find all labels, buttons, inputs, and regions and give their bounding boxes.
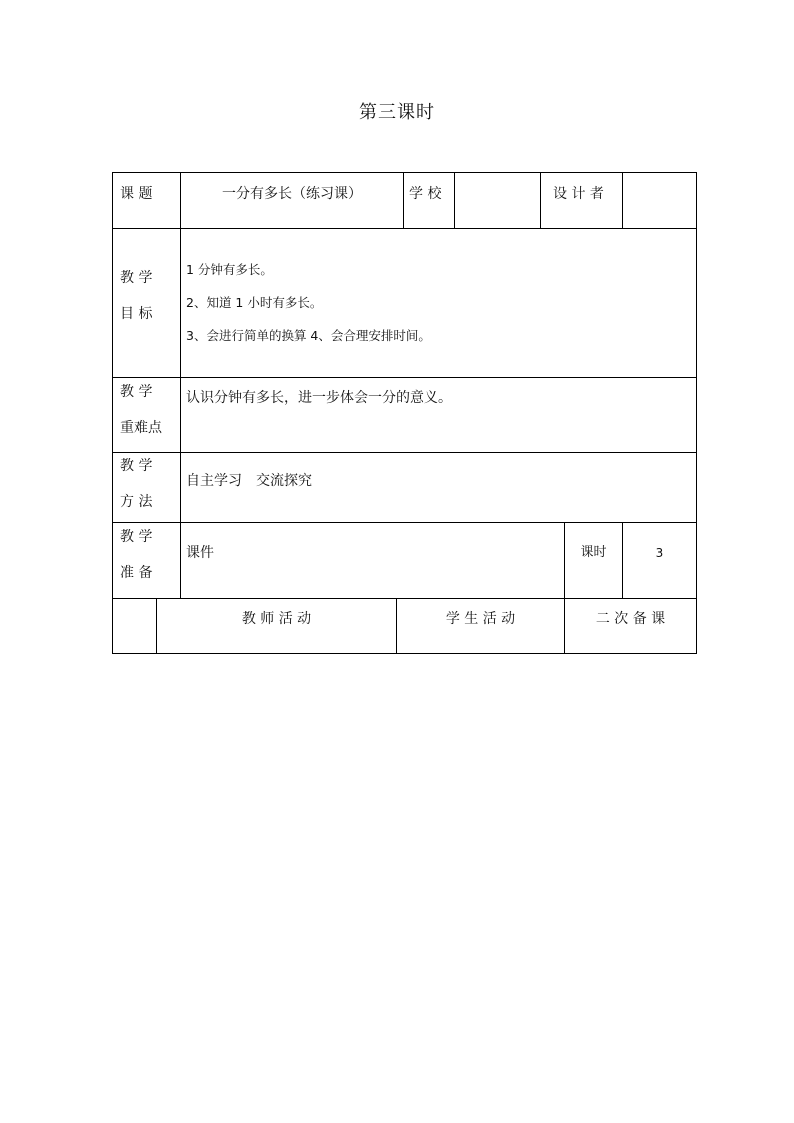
topic-value: 一分有多长（练习课） bbox=[222, 186, 362, 202]
designer-label: 设 计 者 bbox=[553, 186, 604, 202]
student-activities-header: 学 生 活 动 bbox=[445, 611, 516, 627]
period-value: 3 bbox=[655, 546, 664, 560]
second-prep-header: 二 次 备 课 bbox=[595, 611, 666, 627]
topic-label: 课 题 bbox=[120, 186, 153, 202]
teacher-activities-header: 教 师 活 动 bbox=[241, 611, 312, 627]
period-label: 课时 bbox=[580, 545, 607, 560]
lesson-plan-table bbox=[112, 172, 697, 654]
objective-item: 3、会进行简单的换算 4、会合理安排时间。 bbox=[186, 328, 431, 343]
objective-item: 2、知道 1 小时有多长。 bbox=[186, 295, 323, 310]
preparation-label: 教 学 准 备 bbox=[120, 529, 153, 581]
methods-label: 教 学 方 法 bbox=[120, 458, 153, 510]
preparation-value: 课件 bbox=[186, 545, 214, 561]
methods-value: 自主学习 交流探究 bbox=[186, 473, 312, 489]
objective-item: 1 分钟有多长。 bbox=[186, 262, 273, 277]
school-label: 学 校 bbox=[409, 186, 442, 202]
key-points-value: 认识分钟有多长，进一步体会一分的意义。 bbox=[186, 390, 452, 406]
objectives-label: 教 学 目 标 bbox=[120, 270, 153, 322]
key-points-label: 教 学 重难点 bbox=[120, 384, 162, 436]
page-title: 第三课时 bbox=[359, 102, 435, 123]
